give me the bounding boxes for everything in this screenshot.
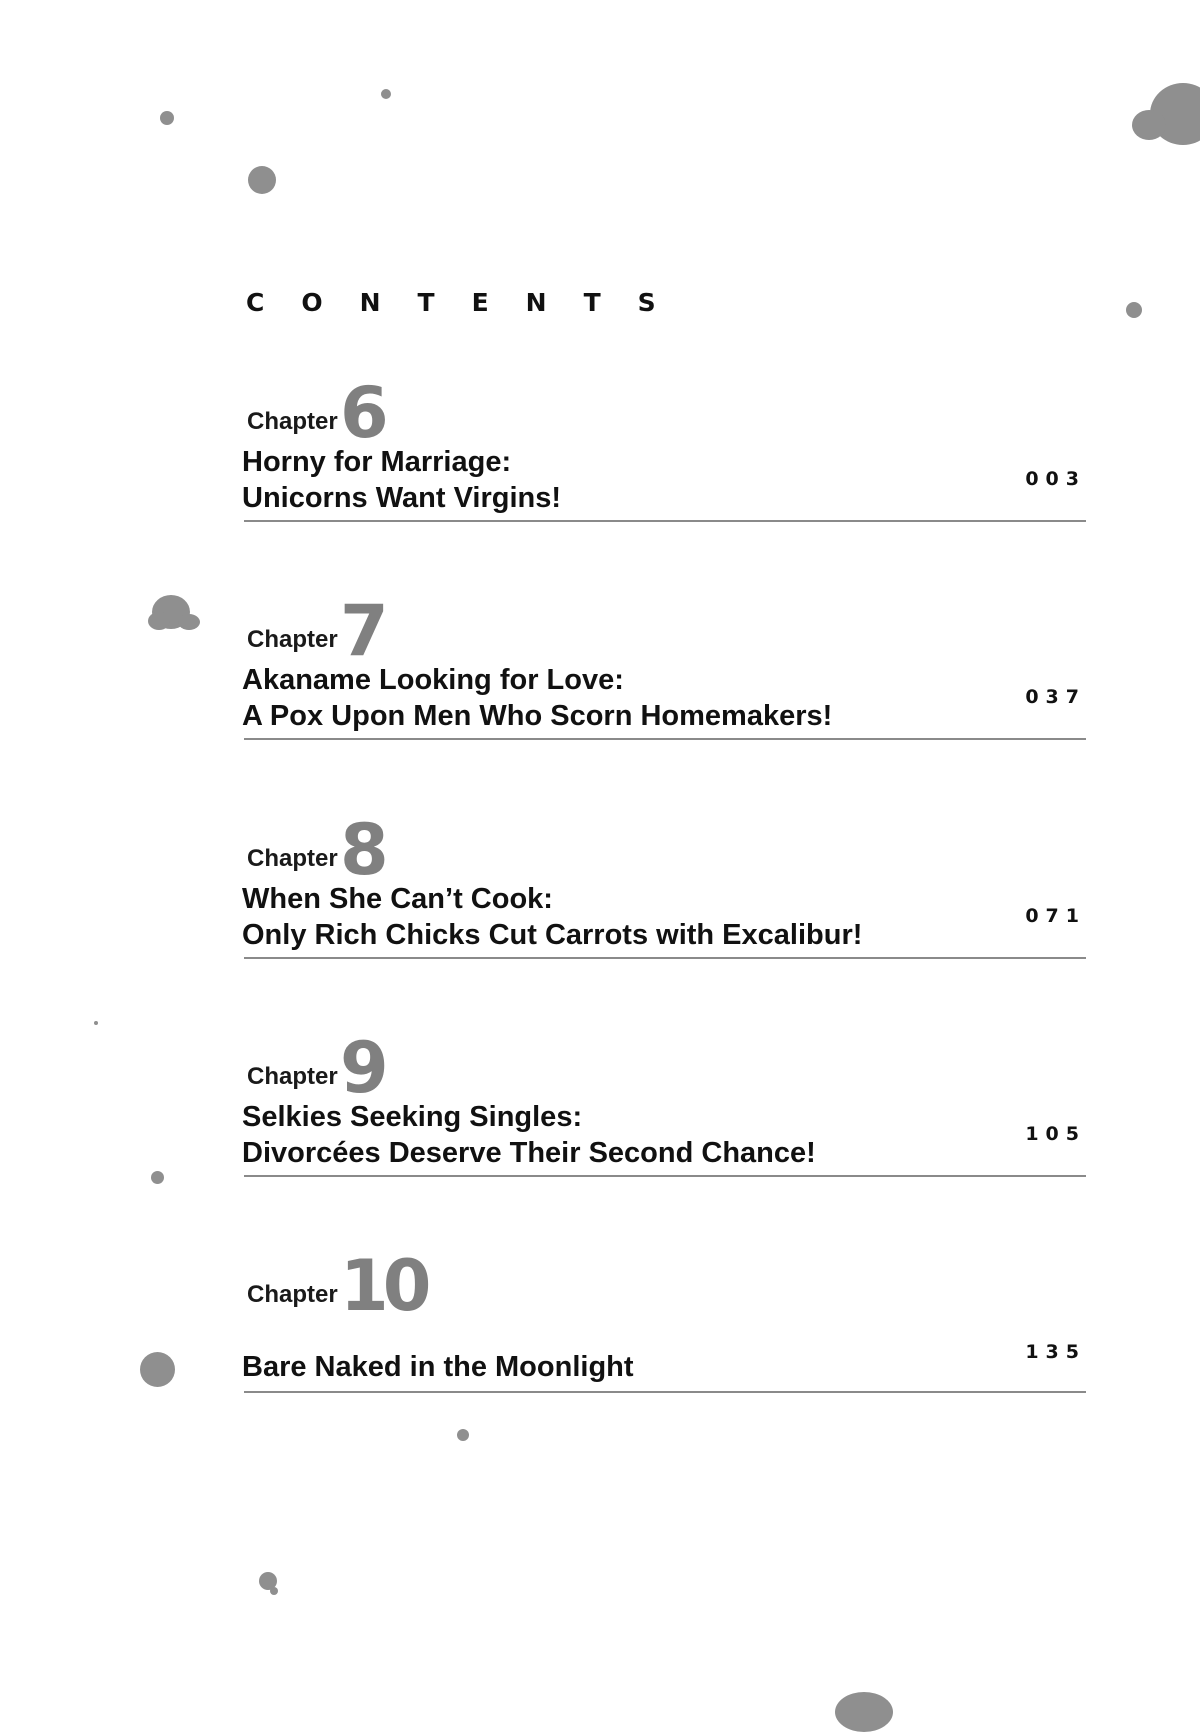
decorative-dot [160, 111, 174, 125]
chapter-number: 7 [340, 590, 383, 672]
page-number: 135 [1025, 1341, 1086, 1363]
decorative-dot [381, 89, 391, 99]
chapter-title-line-1: Horny for Marriage: [242, 446, 512, 478]
decorative-dot [140, 1352, 175, 1387]
decorative-dot [1132, 110, 1166, 140]
chapter-number: 6 [340, 372, 383, 454]
decorative-dot [248, 166, 276, 194]
toc-entry-chapter-6[interactable] [242, 370, 1086, 516]
chapter-title [242, 662, 1002, 734]
contents-heading: CONTENTS [246, 288, 693, 317]
chapter-label: Chapter [247, 408, 338, 435]
toc-entry-chapter-10[interactable] [242, 1243, 1086, 1385]
chapter-title-line-2: Only Rich Chicks Cut Carrots with Excalibur! [242, 919, 863, 951]
chapter-title-line-1: When She Can’t Cook: [242, 883, 553, 915]
chapter-label: Chapter [247, 626, 338, 653]
divider [244, 1391, 1086, 1393]
page-number: 105 [1025, 1123, 1086, 1145]
decorative-dot [148, 612, 170, 630]
decorative-dot [151, 1171, 164, 1184]
chapter-label: Chapter [247, 1063, 338, 1090]
chapter-number: 8 [340, 809, 383, 891]
chapter-label: Chapter [247, 845, 338, 872]
decorative-dot [270, 1587, 278, 1595]
chapter-title [242, 881, 1002, 953]
toc-entry-chapter-9[interactable] [242, 1025, 1086, 1171]
page-number: 071 [1025, 905, 1086, 927]
divider [244, 520, 1086, 522]
chapter-title [242, 1349, 1002, 1385]
decorative-dot [1126, 302, 1142, 318]
divider [244, 738, 1086, 740]
chapter-title-line-2: Unicorns Want Virgins! [242, 482, 562, 514]
chapter-title-line-2: A Pox Upon Men Who Scorn Homemakers! [242, 700, 833, 732]
divider [244, 957, 1086, 959]
chapter-title [242, 444, 1002, 516]
page-number: 037 [1025, 686, 1086, 708]
chapter-title [242, 1099, 1002, 1171]
chapter-title-line-1: Selkies Seeking Singles: [242, 1101, 583, 1133]
chapter-title-line-2: Bare Naked in the Moonlight [242, 1351, 634, 1383]
chapter-number: 9 [340, 1027, 383, 1109]
decorative-dot [94, 1021, 98, 1025]
decorative-dot [457, 1429, 469, 1441]
page-number: 003 [1025, 468, 1086, 490]
chapter-number: 10 [340, 1245, 426, 1327]
chapter-title-line-1: Akaname Looking for Love: [242, 664, 624, 696]
decorative-dot [835, 1692, 893, 1732]
chapter-title-line-2: Divorcées Deserve Their Second Chance! [242, 1137, 816, 1169]
toc-entry-chapter-7[interactable] [242, 588, 1086, 734]
divider [244, 1175, 1086, 1177]
toc-entry-chapter-8[interactable] [242, 807, 1086, 953]
decorative-dot [178, 614, 200, 630]
chapter-label: Chapter [247, 1281, 338, 1308]
